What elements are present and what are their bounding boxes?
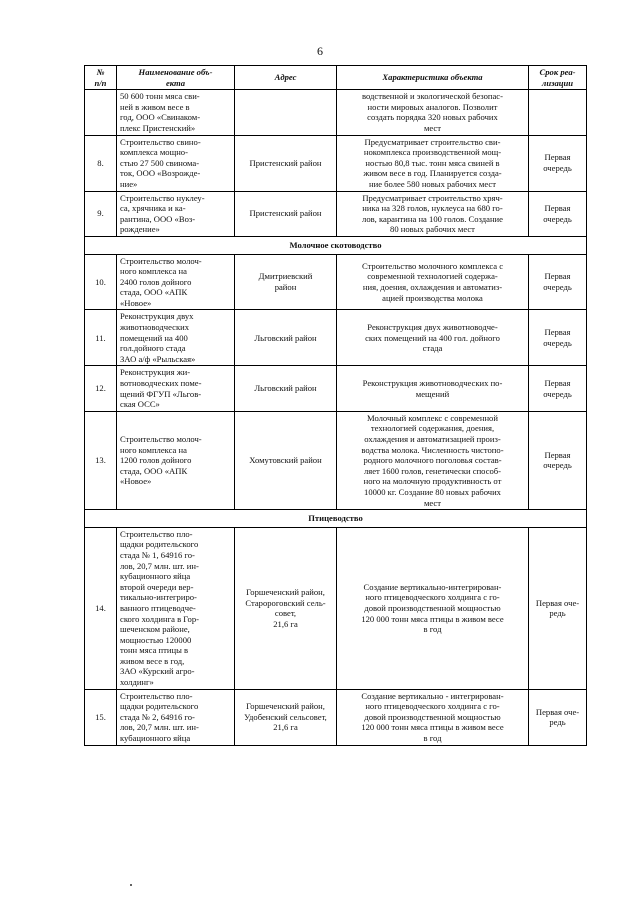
object-name: Строительство нуклеу- са, хрячника и ка- рантина, ООО «Воз- рождение»	[117, 191, 235, 236]
implementation-term: Первая оче- редь	[529, 689, 587, 745]
header-address: Адрес	[235, 66, 337, 90]
implementation-term: Первая очередь	[529, 254, 587, 310]
object-address: Дмитриевский район	[235, 254, 337, 310]
table-row	[85, 366, 587, 411]
implementation-term: Первая очередь	[529, 411, 587, 509]
table-body	[85, 90, 587, 745]
row-number: 10.	[85, 254, 117, 310]
object-address: Пристенский район	[235, 135, 337, 191]
row-number	[85, 90, 117, 135]
implementation-term: Первая оче- редь	[529, 527, 587, 689]
implementation-term: Первая очередь	[529, 310, 587, 366]
row-number: 9.	[85, 191, 117, 236]
header-name: Наименование объ- екта	[117, 66, 235, 90]
row-number: 15.	[85, 689, 117, 745]
row-number: 14.	[85, 527, 117, 689]
object-name: Строительство свино- комплекса мощно- стью 27 500 свинома- ток, ООО «Возрожде- ние»	[117, 135, 235, 191]
table-header-row	[85, 66, 587, 90]
header-characteristic: Характеристика объекта	[337, 66, 529, 90]
object-characteristic: Предусматривает строительство хряч- ника на 328 голов, нуклеуса на 680 го- лов, карантина на 100 голов. Создание 80 новых рабочих мест	[337, 191, 529, 236]
object-address: Горшеченский район, Старороговский сель- совет, 21,6 га	[235, 527, 337, 689]
object-name: Реконструкция жи- вотноводческих поме- щений ФГУП «Льгов- ская ОСС»	[117, 366, 235, 411]
object-name: Строительство пло- щадки родительского стада № 2, 64916 го- лов, 20,7 млн. шт. ин- кубационного яйца	[117, 689, 235, 745]
object-name: Реконструкция двух животноводческих помещений на 400 гол.дойного стада ЗАО а/ф «Рыльская»	[117, 310, 235, 366]
table-row	[85, 527, 587, 689]
page-number: 6	[317, 44, 323, 58]
object-address: Горшеченский район, Удобенский сельсовет, 21,6 га	[235, 689, 337, 745]
object-name: Строительство пло- щадки родительского стада № 1, 64916 го- лов, 20,7 млн. шт. ин- кубационного яйца второй очереди вер- тикально-интегриро- ванного птицеводче- ского холдинга в Гор- шеченском районе, мощностью 120000 тонн мяса птицы в живом весе в год, ЗАО «Курский агро- холдинг»	[117, 527, 235, 689]
header-term: Срок реа- лизации	[529, 66, 587, 90]
object-characteristic: водственной и экологической безопас- ности мировых аналогов. Позволит создать порядка 320 новых рабочих мест	[337, 90, 529, 135]
object-characteristic: Предусматривает строительство сви- нокомплекса производственной мощ- ностью 80,8 тыс. тонн мяса свиней в живом весе в год. Планируется созда- ние более 580 новых рабочих мест	[337, 135, 529, 191]
row-number: 12.	[85, 366, 117, 411]
implementation-term: Первая очередь	[529, 366, 587, 411]
table-row	[85, 310, 587, 366]
object-characteristic: Создание вертикально-интегрирован- ного птицеводческого холдинга с го- довой производственной мощностью 120 000 тонн мяса птицы в живом весе в год	[337, 527, 529, 689]
object-characteristic: Реконструкция животноводческих по- мещений	[337, 366, 529, 411]
object-characteristic: Строительство молочного комплекса с современной технологией содержа- ния, доения, охлаждения и автоматиз- ацией производства молока	[337, 254, 529, 310]
row-number: 11.	[85, 310, 117, 366]
implementation-term	[529, 90, 587, 135]
object-characteristic: Реконструкция двух животноводче- ских помещений на 400 гол. дойного стада	[337, 310, 529, 366]
projects-table	[84, 65, 587, 746]
object-address: Льговский район	[235, 366, 337, 411]
object-address: Хомутовский район	[235, 411, 337, 509]
object-characteristic: Создание вертикально - интегрирован- ного птицеводческого холдинга с го- довой производственной мощностью 120 000 тонн мяса птицы в живом весе в год	[337, 689, 529, 745]
row-number: 13.	[85, 411, 117, 509]
row-number: 8.	[85, 135, 117, 191]
scan-speck	[130, 884, 132, 886]
section-row	[85, 510, 587, 528]
table-row	[85, 254, 587, 310]
section-title: Птицеводство	[85, 510, 587, 528]
object-address	[235, 90, 337, 135]
object-address: Пристенский район	[235, 191, 337, 236]
section-title: Молочное скотоводство	[85, 236, 587, 254]
implementation-term: Первая очередь	[529, 191, 587, 236]
table-row	[85, 135, 587, 191]
object-name: Строительство молоч- ного комплекса на 2400 голов дойного стада, ООО «АПК «Новое»	[117, 254, 235, 310]
table-row	[85, 90, 587, 135]
header-num: № п/п	[85, 66, 117, 90]
table-row	[85, 689, 587, 745]
table-row	[85, 191, 587, 236]
object-address: Льговский район	[235, 310, 337, 366]
section-row	[85, 236, 587, 254]
implementation-term: Первая очередь	[529, 135, 587, 191]
object-name: Строительство молоч- ного комплекса на 1200 голов дойного стада, ООО «АПК «Новое»	[117, 411, 235, 509]
object-name: 50 600 тонн мяса сви- ней в живом весе в год, ООО «Свинаком- плекс Пристенский»	[117, 90, 235, 135]
table-row	[85, 411, 587, 509]
object-characteristic: Молочный комплекс с современной технологией содержания, доения, охлаждения и автоматизацией произ- водства молока. Численность чистопо- родного молочного поголовья состав- ляет 1600 голов, генетически способ- ного на молочную продуктивность от 10000 кг. Создание 80 новых рабочих мест	[337, 411, 529, 509]
